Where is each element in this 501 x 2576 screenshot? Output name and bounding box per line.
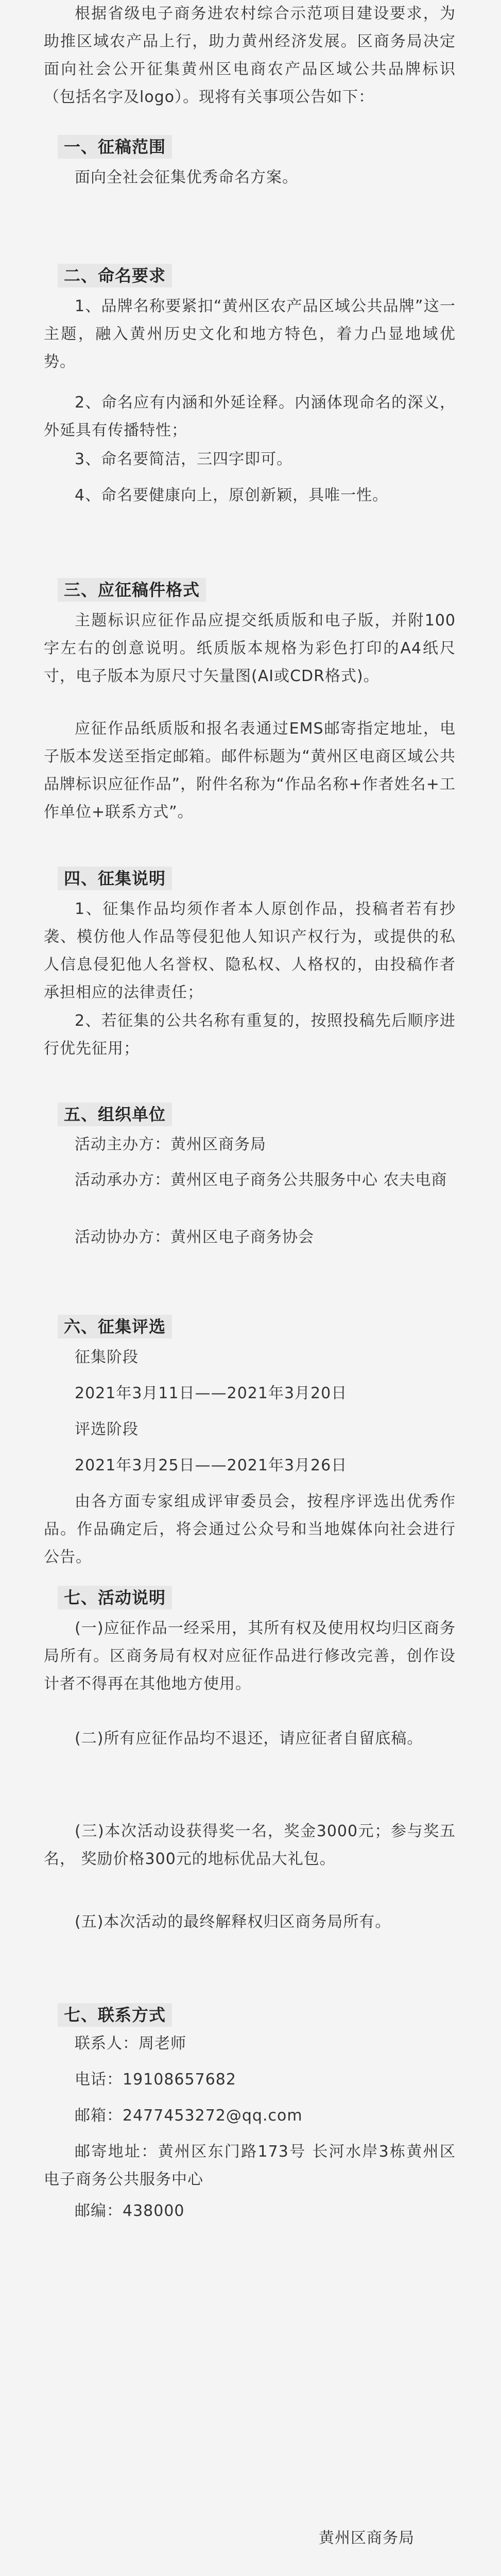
review-description: 由各方面专家组成评审委员会，按程序评选出优秀作品。作品确定后，将会通过公众号和当地媒体向社会进行公告。 [44,1493,456,1566]
organizer-line: 活动承办方：黄州区电子商务公共服务中心 农夫电商 [75,1171,447,1189]
activity-item: (五)本次活动的最终解释权归区商务局所有。 [75,1913,391,1931]
section-selection-heading: 六、征集评选 [58,1315,172,1338]
co-organizer-line: 活动协办方：黄州区电子商务协会 [75,1228,314,1246]
activity-item: (三)本次活动设获得奖一名，奖金3000元；参与奖五名， 奖励价格300元的地标优品大礼包。 [44,1822,456,1868]
naming-item: 1、品牌名称要紧扣“黄州区农产品区域公共品牌”这一主题，融入黄州历史文化和地方特色，着力凸显地域优势。 [44,297,456,371]
section-scope-heading: 一、征稿范围 [58,135,172,159]
section-contact-heading: 七、联系方式 [58,2003,172,2027]
review-stage-label: 评选阶段 [75,1420,139,1438]
contact-person: 联系人：周老师 [75,2035,186,2053]
host-line: 活动主办方：黄州区商务局 [75,1136,266,1154]
naming-item: 2、命名应有内涵和外延诠释。内涵体现命名的深义，外延具有传播特性； [44,394,456,439]
activity-item: (二)所有应征作品均不退还，请应征者自留底稿。 [75,1730,423,1748]
activity-item: (一)应征作品一经采用，其所有权及使用权均归区商务局所有。区商务局有权对应征作品进行修改完善，创作设计者不得再在其他地方使用。 [44,1619,456,1693]
contact-phone: 电话：19108657682 [75,2071,236,2089]
format-paragraph: 主题标识应征作品应提交纸质版和电子版，并附100字左右的创意说明。纸质版本规格为彩色打印的A4纸尺寸，电子版本为原尺寸矢量图(AI或CDR格式)。 [44,612,456,685]
collect-stage-label: 征集阶段 [75,1348,139,1366]
section-organizers-heading: 五、组织单位 [58,1103,172,1126]
scope-text: 面向全社会征集优秀命名方案。 [75,168,298,187]
notes-item: 1、征集作品均须作者本人原创作品，投稿者若有抄袭、模仿他人作品等侵犯他人知识产权行为，或提供的私人信息侵犯他人名誉权、隐私权、人格权的，由投稿作者承担相应的法律责任； [44,900,456,1002]
naming-item: 3、命名要简洁，三四字即可。 [75,450,293,468]
intro-paragraph: 根据省级电子商务进农村综合示范项目建设要求，为助推区域农产品上行，助力黄州经济发展。区商务局决定面向社会公开征集黄州区电商农产品区域公共品牌标识（包括名字及logo）。现将有关事项公告如下： [44,5,456,106]
section-activity-heading: 七、活动说明 [58,1586,172,1609]
contact-address: 邮寄地址：黄州区东门路173号 长河水岸3栋黄州区电子商务公共服务中心 [44,2143,456,2189]
naming-item: 4、命名要健康向上，原创新颖，具唯一性。 [75,486,389,504]
review-stage-dates: 2021年3月25日——2021年3月26日 [75,1456,348,1475]
section-format-heading: 三、应征稿件格式 [58,578,206,602]
section-naming-heading: 二、命名要求 [58,264,172,287]
collect-stage-dates: 2021年3月11日——2021年3月20日 [75,1384,348,1402]
notes-item: 2、若征集的公共名称有重复的，按照投稿先后顺序进行优先征用； [44,1012,456,1058]
section-notes-heading: 四、征集说明 [58,867,172,890]
contact-postcode: 邮编：438000 [75,2202,185,2220]
signature-org: 黄州区商务局 [319,2529,414,2547]
contact-email: 邮箱：2477453272@qq.com [75,2107,303,2125]
format-paragraph: 应征作品纸质版和报名表通过EMS邮寄指定地址，电子版本发送至指定邮箱。邮件标题为“黄州区电商区域公共品牌标识应征作品”，附件名称为“作品名称+作者姓名+工作单位+联系方式”。 [44,720,456,821]
